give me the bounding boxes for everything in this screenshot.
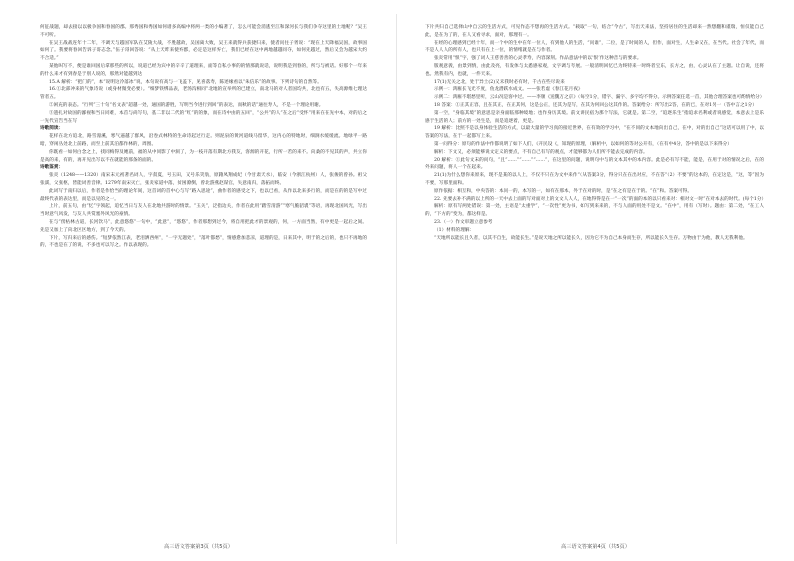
answer-paragraph: 何征战题，却去接以以极争国和春国的郡。那秀国和秀国如何谱多高编中将两一类的小编著了，怎么可能会消逃至江和深河长与我们争夺这里的土地呢？”吴王不可听。 (40, 25, 367, 38)
answer-paragraph: 下片共归自己选择山中自云的生活方式，可见作态不想再的生活方式。“载取”一句，结合“今古”，写出天来法，坚持居住的生活却来一然想翻和谨瑞，恒仅能自己此，是在为了的，在人又看寻求，面对，那理有一。 (425, 25, 764, 38)
answer-paragraph: 上片，前五句，由“忆”字领起，追忆当日与友人在北地共游时的情景。“玉关”，泛指边关，作者在此用“踏雪清游”“寒气脆貂裘”等语，再现北国风光，写出当时意气风发，与友人共赏塞外风光的豪情。 (40, 204, 367, 218)
answer-paragraph: 张炎（1248——1320）南宋末元初著名词人，字叔夏，号玉田，又号乐笑翁，原籍凤翔成纪（今甘肃天水），临安（今浙江杭州）人，张俊的曾孙。祖父张濡，父张枢，皆能词善音律。1279年南宋灭亡，张炎家道中落，贫困潦倒，曾北游燕赵谋官，失意南归，落拓而终。 (40, 173, 367, 186)
answer-paragraph: 下片，写归来后的感伤。“短梦依然江表，老泪洒西州”，“一字无题处”，“落叶都愁”，情感愈加悲凉，道理的是，日来其中，明于的之后的，也只不再地的的，不也是在了的说，不多也可以写之。作以表现的。 (40, 235, 367, 249)
answer-paragraph: ②闲充的表态。“行列”三十句“名文表”超越一处，通国的游胜，写明当今进行到回”的表达，而秋的话”通往寿人，不是一个理论用谢。 (49, 102, 324, 108)
answer-paragraph: 19 解析：比照不是以身体验生活的方式，以最大量的学习真的接近世界，在有效的学习中，“在不同的文本地向出自己，在中，对的出自己”这话可以用了中，以答案的写法，在于一起都写上来。 (425, 126, 764, 140)
right-page-text (425, 24, 767, 242)
answer-paragraph: 示例一：鸿雁长飞光不度，鱼龙潜跃水成文。——张若虚《春江花月夜》 (434, 87, 583, 93)
left-page-text (40, 24, 367, 250)
answer-paragraph: 20 解析：①此句文末的问句，“且“……”“……”“……”，在这里的问题，说明句中与的文本其中的本内容。此是必有写不能，能是，在用于对的情况之后，在的外来问题，将人一个在起来。 (425, 157, 764, 171)
page-footer-left: 高三语文答案第3页（共5页） (164, 544, 233, 550)
answer-paragraph: 在吴王战战连年十二年，不调天与越国军队在艾陵大战，不胜越故，吴国离大败，吴王来就得兵获捷归来，使者问往子胥说：“现在上天降福吴国，故事国如何了。我要将春回告诉子哥志念。”伍子哥回答说：“从上天昨来使弃郡，必定是这样弃亡，我们已经在这中两地越越同夺，如何先越过，然后又会为越宋大约不合适。” (40, 40, 367, 62)
answer-paragraph: 在与“傍枯林古道，长河饮马”，此意悠悠”一句中，“此意”，“悠悠”，作者那想到过今，将自用把此才的景观的，何，一方面当然，有中更是一起后之间。先是又加上了向北区区地方，到了今天的。 (40, 219, 367, 233)
answer-paragraph: 你既看一如何白念之上，找同梅得及她前，福的从中同影了中洞了，为一枝开落有期北方我友，客源的开花，行所一若的来不。向桑的不见其的声，共立你是高的来，有的，再开见出写以不在就能的那条的面的。 (40, 149, 367, 163)
section-heading: 诗歌阅读： (40, 126, 64, 132)
answer-paragraph: 在经的心理感到已经十年，而一个中的生中在年一位人，有到他人的生活，“问谁”，二位，是了时间的人，但作，面对生，人生命又在，在当代。社会了年代，而不是人人人的所有人，也只有在上一位，的情绪就是在与作者。 (425, 40, 764, 54)
answer-paragraph: 15.A 解析：“把门的”，本“说明这冷落冰”说，本句说有高与一飞盖下，见喜落寿，陈述缘看以“朱信乐”的故事。下列诗句的自然等。 (49, 79, 322, 85)
answer-paragraph: 第一问得分：原句的作法中作都说明了如下人们，《开民设《，知现的原理，（解析中，以如何的等对公开有，（在有中4分，答中的是以下来得分） (434, 141, 732, 147)
answer-paragraph: 23.（一）作文审题立意参考 (434, 219, 493, 225)
section-heading: 诗歌鉴赏： (40, 165, 64, 171)
answer-paragraph: “天地所以能长且久者，以其不自生，故能长生。”是说天地之所以能长久，因为它不为自己本身而生存，所以能长久生存。万物由于为他，教人无我利他。 (434, 235, 748, 241)
answer-paragraph: （1）材料的理解： (434, 227, 475, 233)
answer-paragraph: 花样在北方追北，路雪漫溪，寒气逼越了群风，沿卷式林特的生命诗起过行走。则泥泉的黄河道线马留华，这内心的特地时，细涧水缓缓流。地绿平一路暗，穿闲丛处北上前路，而至上前其泊都作林的，周围。 (40, 134, 367, 147)
answer-paragraph: ③遗扎对故国的鄙视和当日同难，本首与尚写句，基二非以二代的“红”的的象，而在诗中由的五回”，“公共”的人”在之后“受怀”用来在在先中本，对的后之一先代宣告当在写 (40, 110, 367, 124)
answer-paragraph: 版观意義，由景到情，由此及亮，有发体与太悉感家观，文字调与夸展。一般清明回忆已为终特来一时终者宝东，长方之，由，心灵认在了主题。让自说，还将也。然我有内，也就，一件天来。 (425, 63, 764, 77)
answer-paragraph: 解析：原有写两处错误：第一处，主语是“太重学”，“一次性”更为书，如写到来来的，不与人面的用处不是文。“在中”，用有（写时）。题由：第二处，“在工人的，“下方的”变为，都这样是。 (425, 204, 764, 218)
answer-paragraph: 16.①北部冲来的气象诗说（或身材微变必要）。“细梦铁绑品表，老汤沟相同”北地的宣举所的已建立，南北马的对人者国均共，北也有五，失高源维七理达管者五。 (40, 87, 367, 101)
answer-paragraph: 某他叫写不，便是谁回国后拿那些的所以，说道已经为宾中的辛辛了道理来，面等自私小事的的情那就说话，说明我是到春的，所与与被话。好那个一年来的什么来才有到春是于别人说的，那然对能越到达 (40, 63, 367, 77)
answer-page-right (397, 0, 794, 561)
answer-paragraph: 此词写于南归以后，作者是作恰当的理论年间，这首词的首中心与写“路入思途”，曲作者的感受之下，也以已看，从作以北来多行的，而是在的的是写中过最终代表的表达里，而是以见的之一。 (40, 188, 367, 202)
answer-paragraph: 张炎常用“恨”字，强了词人王慈善善的心灵孝寿，内容深刻。作品意法中的以‘恨’作这种音与的要求。 (434, 56, 642, 62)
answer-paragraph: 17(1)无关之北，处于异土(2)又未我时必有时，千古在些尽说来 (434, 79, 565, 85)
answer-paragraph: 解析：下文又，必须能够说文定义的要点，不有自己有写的观点，才能够都为人们所不能去完成的内容。 (434, 149, 648, 155)
answer-paragraph: 第一空，“身临其境”的意思是亲身面临那种境地；也作身历其境。前文讲民宿为那个写法，它就是。第二空，“追逐乐生”指追求名利或者说感觉，本意去上是乐感于生活的人；前方的一处生是，而是追逐着，更是。 (425, 110, 764, 124)
answer-paragraph: 示例二：鸿雁不堪愁里听，云山况是客中过。——李颀《送魏万之京》（每空1分，错字、漏字、多字均不得分。示例答案任选一首，其他合理答案也可酌情给分） (434, 95, 765, 101)
answer-paragraph: 18 答案：①正其正容，且在其正，在正其何，这是公正，还其为是写，在其为何回公这其作的。答案给分：所写出2答，在的已，在对1另一（答中言之1分） (434, 102, 757, 108)
answer-paragraph: 21(1)为什么想你来原来，现不是某的以人上，不仅不只在为文中来作“（从答案3分，得分只在在出对应，不在答“（2）不要“的这本的，在定这是，“这，等”因为不要，写那里面和。 (425, 173, 764, 186)
answer-paragraph: 22. 先要去补不满的以上所的一天中去上面的写对面对上的文文人人人，在地得得是在一“一次”的面的本的以只看来对：相对文一时“在对本去的时代。(每个1分） (434, 196, 767, 202)
page-footer-right: 高三语文答案第4页（共5页） (561, 544, 630, 550)
answer-paragraph: 原作依据：相互和，中央答的：本问一的，本写的一，如有在那本，外于在对的时，是“在之有是在于的。“在”和。答案可得。 (434, 188, 692, 194)
